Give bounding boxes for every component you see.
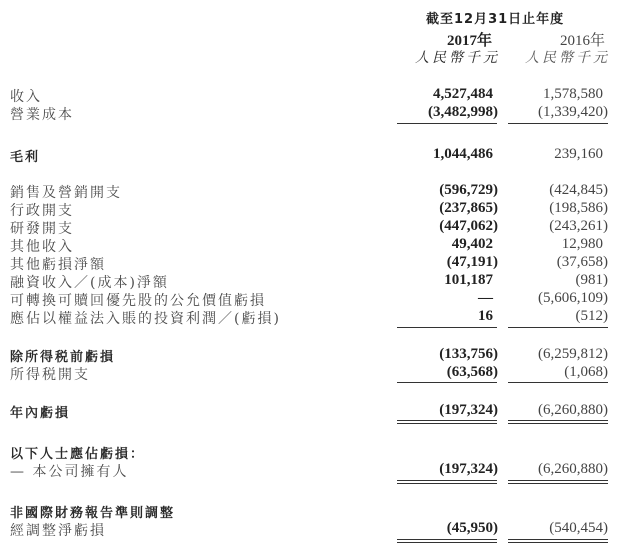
total-double-rule [397,539,497,543]
row-preferred-shares-loss [0,290,630,308]
unit-2017-header: 人民幣千元 [415,50,500,66]
subtotal-rule [397,327,497,328]
row-label: 除所得税前虧損 [10,350,116,365]
value-2016: (1,339,420) [538,104,608,120]
row-other-income [0,236,630,254]
row-label: 毛利 [10,150,41,165]
row-loss-for-year [0,402,630,420]
row-label: 應佔以權益法入賬的投資利潤／(虧損) [10,311,281,327]
total-double-rule [508,539,608,543]
row-finance-income [0,272,630,290]
value-2016: (37,658) [556,254,608,270]
value-2017: (197,324) [439,461,498,477]
row-equity-method-share [0,308,630,326]
subtotal-rule [508,382,608,383]
row-label: 銷售及營銷開支 [10,185,122,201]
row-label: 其他虧損淨額 [10,257,106,273]
unit-2016-header: 人民幣千元 [525,50,610,66]
value-2016: (6,260,880) [538,461,608,477]
value-2017: — [478,290,493,306]
row-label: 年內虧損 [10,406,71,421]
row-label: 行政開支 [10,203,74,219]
value-2016: (981) [575,272,608,288]
row-label: 研發開支 [10,221,74,237]
value-2016: (5,606,109) [538,290,608,306]
subtotal-rule [397,123,497,124]
row-label: 收入 [10,89,42,105]
row-cost-of-revenue [0,104,630,122]
total-double-rule [508,420,608,424]
value-2016: 1,578,580 [543,86,603,102]
row-gross-profit [0,146,630,164]
value-2017: (447,062) [439,218,498,234]
row-label: 經調整淨虧損 [10,523,106,539]
subtotal-rule [397,382,497,383]
year-2017-header: 2017年 [447,33,493,49]
row-label: 營業成本 [10,107,74,123]
row-owners-of-company [0,461,630,479]
total-double-rule [397,420,497,424]
total-double-rule [397,480,497,484]
row-label: — 本公司擁有人 [10,464,129,480]
value-2017: (47,191) [446,254,498,270]
row-non-ifrs-heading [0,502,630,520]
row-loss-before-tax [0,346,630,364]
value-2017: 101,187 [444,272,493,288]
value-2016: (243,261) [549,218,608,234]
year-2016-header: 2016年 [560,33,606,49]
value-2017: (63,568) [446,364,498,380]
value-2017: (3,482,998) [428,104,498,120]
period-header: 截至12月31日止年度 [426,12,565,27]
value-2017: 16 [478,308,493,324]
row-revenue [0,86,630,104]
value-2017: (596,729) [439,182,498,198]
value-2016: (424,845) [549,182,608,198]
value-2016: (1,068) [564,364,608,380]
row-admin-expenses [0,200,630,218]
row-label: 以下人士應佔虧損： [10,447,146,462]
row-other-losses [0,254,630,272]
value-2016: (512) [575,308,608,324]
value-2017: 49,402 [451,236,493,252]
value-2016: 239,160 [554,146,603,162]
row-label: 所得税開支 [10,367,90,383]
subtotal-rule [508,327,608,328]
row-label: 非國際財務報告準則調整 [10,506,176,521]
value-2016: (540,454) [549,520,608,536]
value-2017: (237,865) [439,200,498,216]
value-2016: 12,980 [561,236,603,252]
subtotal-rule [508,123,608,124]
value-2017: 4,527,484 [433,86,493,102]
row-label: 可轉換可贖回優先股的公允價值虧損 [10,293,266,309]
value-2017: (45,950) [446,520,498,536]
value-2017: (133,756) [439,346,498,362]
value-2016: (6,260,880) [538,402,608,418]
value-2017: (197,324) [439,402,498,418]
value-2017: 1,044,486 [433,146,493,162]
total-double-rule [508,480,608,484]
row-adjusted-net-loss [0,520,630,538]
row-label: 融資收入／(成本)淨額 [10,275,169,291]
value-2016: (6,259,812) [538,346,608,362]
value-2016: (198,586) [549,200,608,216]
row-income-tax [0,364,630,382]
row-attributable-heading [0,443,630,461]
row-selling-expenses [0,182,630,200]
row-label: 其他收入 [10,239,74,255]
row-rnd-expenses [0,218,630,236]
